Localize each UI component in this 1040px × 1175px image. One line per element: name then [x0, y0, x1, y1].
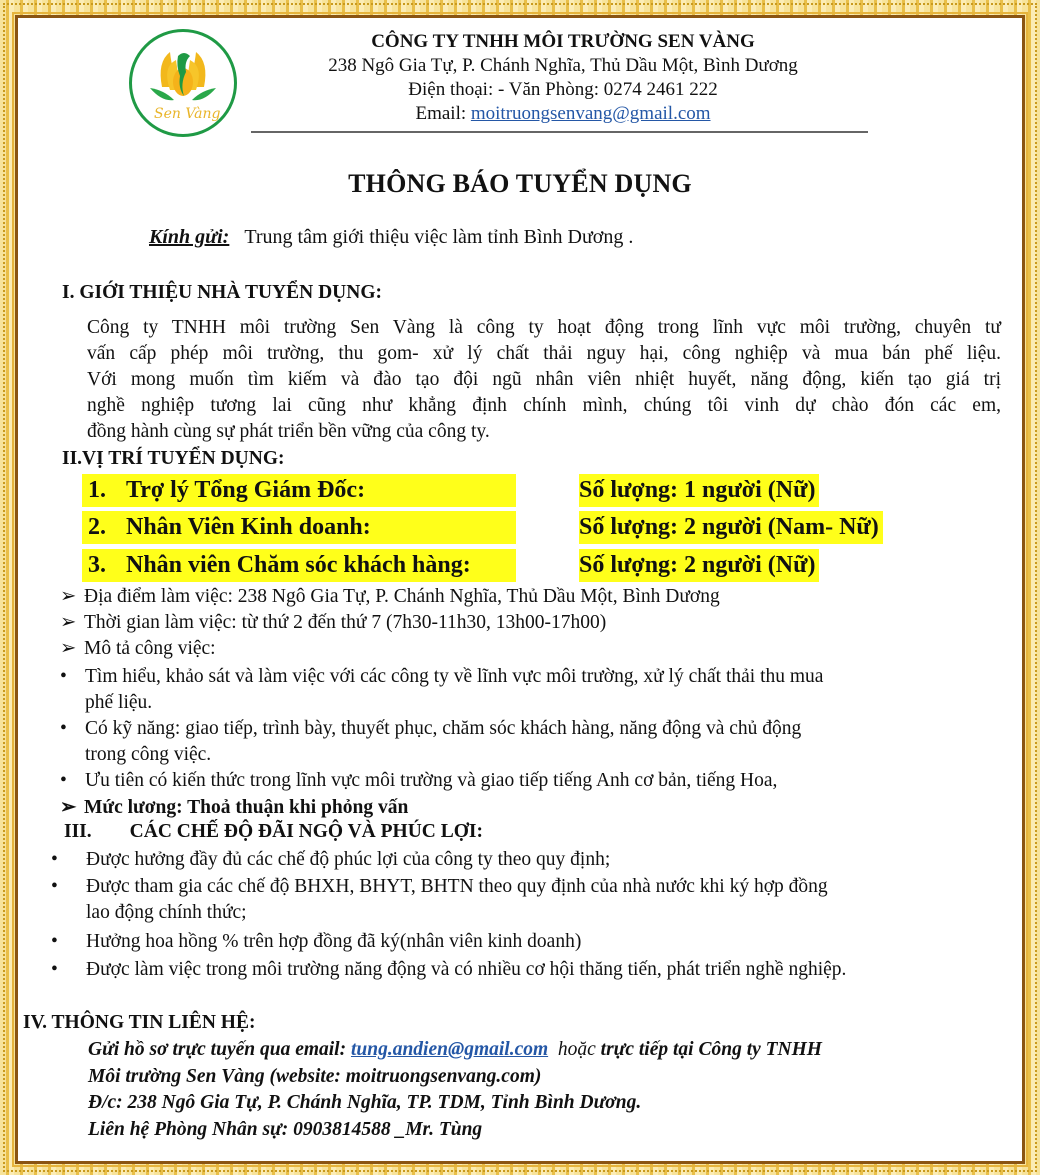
position-title: Nhân Viên Kinh doanh: — [126, 514, 371, 540]
benefit-line: Được làm việc trong môi trường năng động và có nhiều cơ hội thăng tiến, phát triển nghề nghiệp. — [86, 959, 847, 980]
work-hours — [60, 610, 606, 634]
duty-line: Có kỹ năng: giao tiếp, trình bày, thuyết phục, chăm sóc khách hàng, năng động và chủ động — [85, 718, 802, 739]
contact-online-label: Gửi hồ sơ trực tuyến qua email: — [88, 1039, 351, 1060]
job-description-label — [60, 636, 216, 660]
work-location-text: Địa điểm làm việc: 238 Ngô Gia Tự, P. Chánh Nghĩa, Thủ Dầu Một, Bình Dương — [84, 586, 720, 607]
duty-line: trong công việc. — [85, 744, 212, 765]
position-title: Nhân viên Chăm sóc khách hàng: — [126, 552, 471, 578]
position-quantity: Số lượng: 2 người (Nam- Nữ) — [579, 511, 883, 544]
company-phone: Điện thoại: - Văn Phòng: 0274 2461 222 — [408, 79, 718, 100]
paragraph-line: nghề nghiệp tương lai cũng như khẳng định chính mình, chúng tôi vinh dự chào đón các em, — [87, 395, 1001, 416]
section2-heading: II.VỊ TRÍ TUYỂN DỤNG: — [62, 448, 285, 469]
duty-line: phế liệu. — [85, 692, 153, 713]
bullet-icon: • — [51, 849, 58, 870]
duty-line: Tìm hiểu, khảo sát và làm việc với các công ty về lĩnh vực môi trường, xử lý chất thải thu mua — [85, 666, 824, 687]
company-email-line — [258, 102, 868, 126]
arrow-bullet-icon: ➢ — [60, 586, 77, 607]
duty-item — [60, 664, 824, 713]
position-quantity: Số lượng: 2 người (Nữ) — [579, 549, 819, 582]
position-number: 1. — [88, 477, 106, 503]
position-number: 2. — [88, 514, 106, 540]
contact-direct-text: trực tiếp tại Công ty TNHH — [600, 1039, 822, 1060]
arrow-bullet-icon: ➢ — [60, 638, 77, 659]
recruitment-notice — [18, 18, 1022, 1161]
position-quantity: Số lượng: 1 người (Nữ) — [579, 474, 819, 507]
section4-heading: IV. THÔNG TIN LIÊN HỆ: — [23, 1012, 256, 1033]
section1-heading: I. GIỚI THIỆU NHÀ TUYỂN DỤNG: — [62, 282, 382, 303]
arrow-bullet-icon: ➢ — [60, 612, 77, 633]
page-title: THÔNG BÁO TUYỂN DỤNG — [348, 169, 692, 198]
contact-or-text: hoặc — [548, 1039, 601, 1060]
work-hours-text: Thời gian làm việc: từ thứ 2 đến thứ 7 (7h30-11h30, 13h00-17h00) — [84, 612, 607, 633]
contact-line-email — [88, 1039, 822, 1061]
company-logo — [129, 29, 237, 137]
benefit-line: Được tham gia các chế độ BHXH, BHYT, BHTN theo quy định của nhà nước khi ký hợp đồng — [86, 876, 828, 897]
lotus-logo-icon — [132, 32, 234, 134]
paragraph-line: Công ty TNHH môi trường Sen Vàng là công ty hoạt động trong lĩnh vực môi trường, chuyên tư — [87, 317, 1001, 338]
paragraph-line: đồng hành cùng sự phát triển bền vững của công ty. — [87, 421, 490, 442]
benefit-line: Hưởng hoa hồng % trên hợp đồng đã ký(nhân viên kinh doanh) — [86, 931, 582, 952]
position-number: 3. — [88, 552, 106, 578]
bullet-icon: • — [51, 876, 58, 897]
company-email-link[interactable]: moitruongsenvang@gmail.com — [470, 103, 711, 124]
position-row — [82, 549, 816, 582]
benefit-item — [51, 874, 828, 923]
recipient-label: Kính gửi: — [149, 226, 230, 248]
contact-line-website: Môi trường Sen Vàng (website: moitruongsenvang.com) — [88, 1066, 542, 1087]
contact-email-link[interactable]: tung.andien@gmail.com — [350, 1039, 549, 1060]
bullet-icon: • — [51, 931, 58, 952]
recipient-value: Trung tâm giới thiệu việc làm tỉnh Bình Dương . — [244, 226, 634, 248]
paragraph-line: vấn cấp phép môi trường, thu gom- xử lý chất thải nguy hại, công nghiệp và mua bán phế liệu. — [87, 343, 1001, 364]
company-name: CÔNG TY TNHH MÔI TRƯỜNG SEN VÀNG — [371, 31, 755, 52]
email-label: Email: — [415, 103, 471, 124]
duty-item — [60, 768, 777, 794]
position-title: Trợ lý Tổng Giám Đốc: — [126, 477, 366, 503]
benefit-item — [51, 957, 846, 983]
paragraph-line: Với mong muốn tìm kiếm và đào tạo đội ngũ nhân viên nhiệt huyết, năng động, kiến tạo giá trị — [87, 369, 1001, 390]
bullet-icon: • — [51, 959, 58, 980]
position-row — [82, 474, 816, 507]
contact-line-address: Đ/c: 238 Ngô Gia Tự, P. Chánh Nghĩa, TP. TDM, Tỉnh Bình Dương. — [88, 1092, 642, 1113]
header-divider — [251, 131, 868, 133]
arrow-bullet-icon: ➢ — [60, 797, 77, 818]
salary-text: Mức lương: Thoả thuận khi phỏng vấn — [84, 797, 409, 818]
recipient-line — [149, 226, 633, 249]
bullet-icon: • — [60, 718, 67, 739]
benefit-item — [51, 929, 581, 955]
section1-paragraph — [87, 315, 1001, 445]
job-description-text: Mô tả công việc: — [84, 638, 216, 659]
company-address: 238 Ngô Gia Tự, P. Chánh Nghĩa, Thủ Dầu Một, Bình Dương — [328, 55, 798, 76]
duty-line: Ưu tiên có kiến thức trong lĩnh vực môi trường và giao tiếp tiếng Anh cơ bản, tiếng Hoa, — [85, 770, 778, 791]
benefit-line: Được hưởng đầy đủ các chế độ phúc lợi của công ty theo quy định; — [86, 849, 611, 870]
bullet-icon: • — [60, 666, 67, 687]
section3-heading — [64, 821, 483, 843]
benefit-item — [51, 847, 610, 873]
position-row — [82, 511, 879, 544]
work-location — [60, 584, 720, 608]
benefit-line: lao động chính thức; — [86, 902, 247, 923]
salary — [60, 795, 408, 819]
logo-text: Sen Vàng — [154, 106, 221, 122]
duty-item — [60, 716, 802, 765]
section3-heading-text: CÁC CHẾ ĐỘ ĐÃI NGỘ VÀ PHÚC LỢI: — [129, 821, 484, 842]
contact-line-phone: Liên hệ Phòng Nhân sự: 0903814588 _Mr. Tùng — [88, 1119, 483, 1140]
bullet-icon: • — [60, 770, 67, 791]
section3-numeral: III. — [64, 821, 92, 842]
